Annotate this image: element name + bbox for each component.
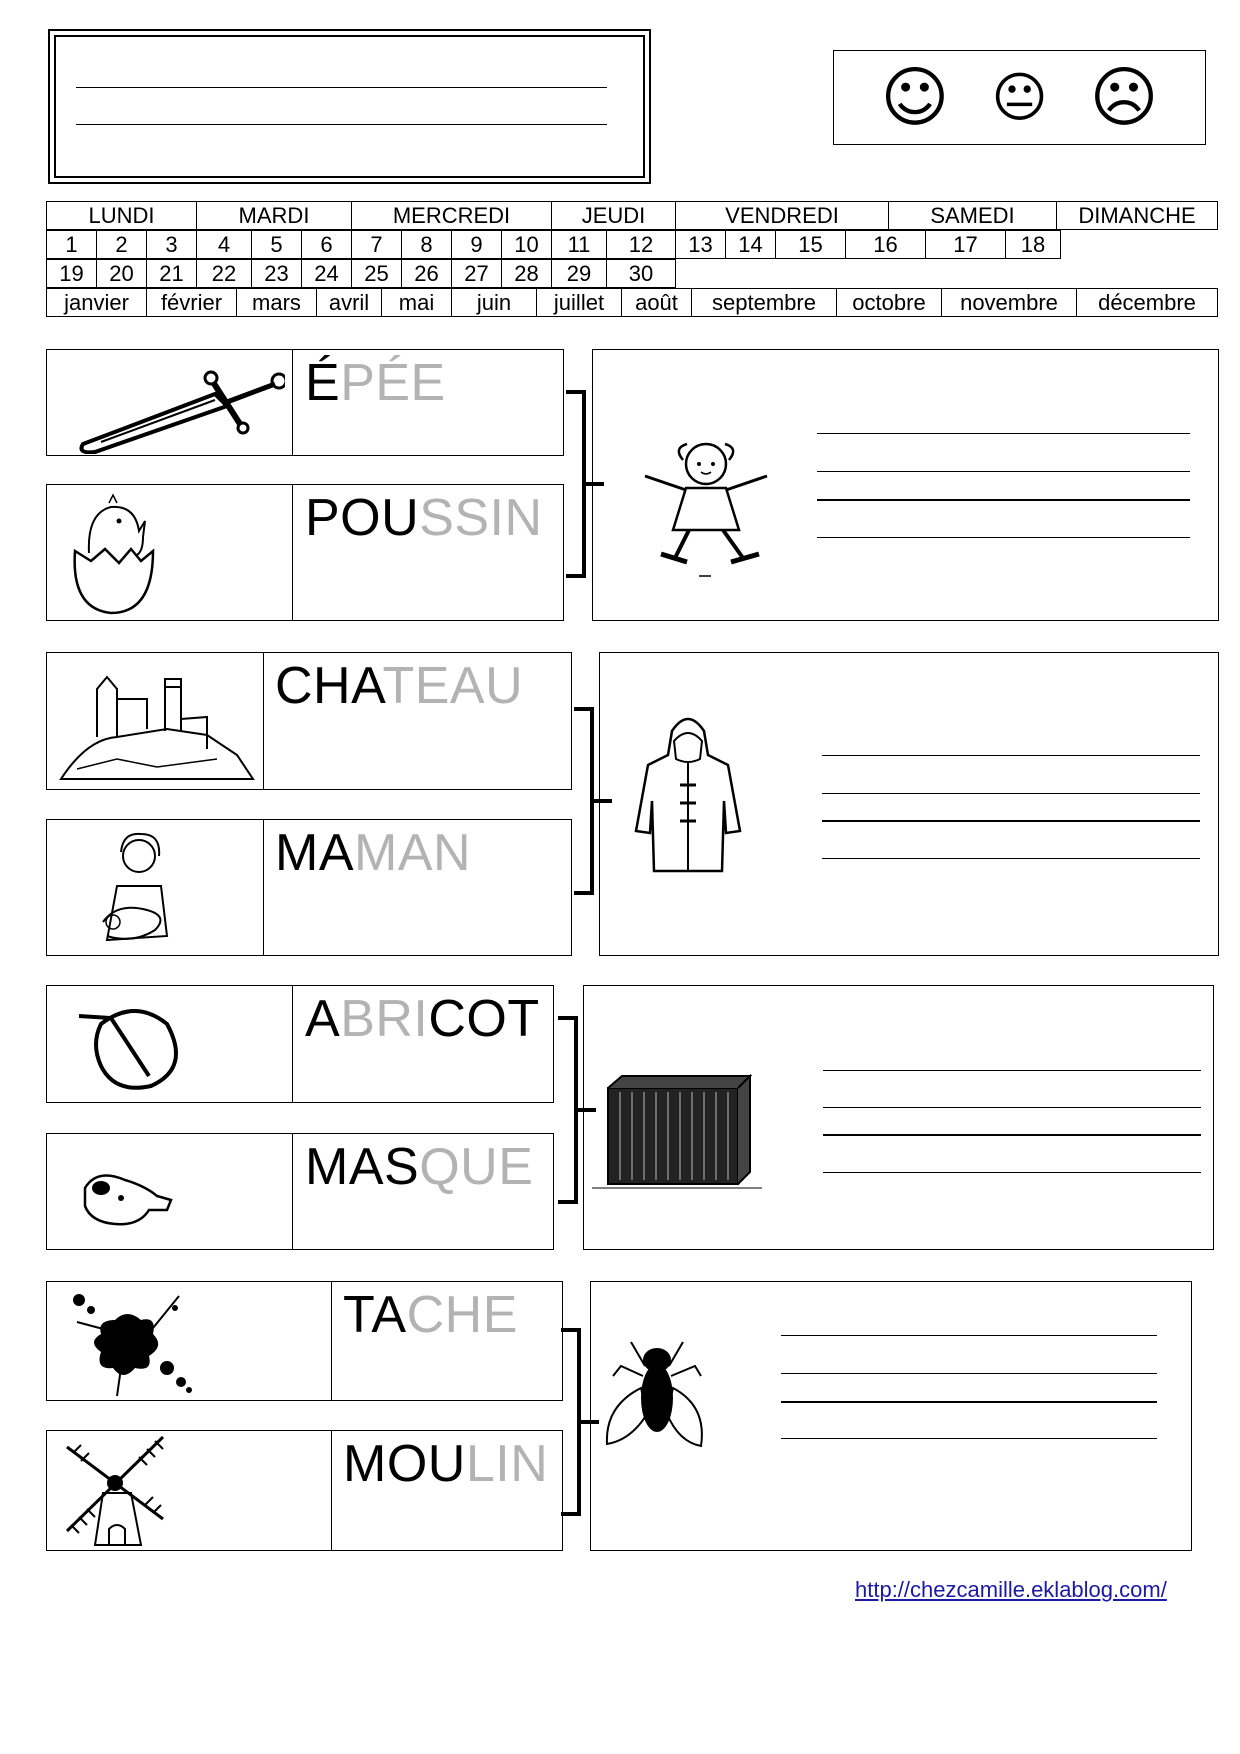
month-march[interactable]: mars xyxy=(236,288,317,317)
ink-stain-icon xyxy=(57,1286,207,1398)
word-maman: MAMAN xyxy=(275,824,472,882)
date-23[interactable]: 23 xyxy=(251,259,302,288)
word-epee: ÉPÉE xyxy=(305,354,446,412)
month-august[interactable]: août xyxy=(621,288,692,317)
numbers-row-2 xyxy=(46,259,1218,288)
word-poussin: POUSSIN xyxy=(305,489,543,547)
word-box-masque xyxy=(46,1133,554,1250)
writing-line[interactable] xyxy=(781,1373,1157,1374)
chick-in-egg-icon xyxy=(61,491,171,616)
word-moulin: MOULIN xyxy=(343,1435,549,1493)
mother-with-baby-icon xyxy=(77,826,227,952)
date-5[interactable]: 5 xyxy=(251,230,302,259)
writing-line[interactable] xyxy=(823,1070,1201,1071)
word-box-tache xyxy=(46,1281,563,1401)
day-friday[interactable]: VENDREDI xyxy=(675,201,889,230)
writing-line[interactable] xyxy=(817,433,1190,434)
write-box-1 xyxy=(592,349,1219,621)
day-monday[interactable]: LUNDI xyxy=(46,201,197,230)
happy-face-icon[interactable]: ☺ xyxy=(880,58,950,136)
month-september[interactable]: septembre xyxy=(691,288,837,317)
writing-line[interactable] xyxy=(822,858,1200,859)
month-february[interactable]: février xyxy=(146,288,237,317)
word-masque: MASQUE xyxy=(305,1138,534,1196)
mask-icon xyxy=(75,1162,175,1232)
date-9[interactable]: 9 xyxy=(451,230,502,259)
write-box-2 xyxy=(599,652,1219,956)
date-6[interactable]: 6 xyxy=(301,230,352,259)
word-tache: TACHE xyxy=(343,1286,518,1344)
write-box-3 xyxy=(583,985,1214,1250)
day-thursday[interactable]: JEUDI xyxy=(551,201,676,230)
date-26[interactable]: 26 xyxy=(401,259,452,288)
coat-icon xyxy=(628,711,748,881)
writing-baseline[interactable] xyxy=(781,1401,1157,1403)
word-box-abricot xyxy=(46,985,554,1103)
date-8[interactable]: 8 xyxy=(401,230,452,259)
writing-line[interactable] xyxy=(781,1335,1157,1336)
month-november[interactable]: novembre xyxy=(941,288,1077,317)
date-18[interactable]: 18 xyxy=(1005,230,1061,259)
date-10[interactable]: 10 xyxy=(501,230,552,259)
name-box xyxy=(48,29,651,184)
word-abricot: ABRICOT xyxy=(305,990,540,1048)
date-13[interactable]: 13 xyxy=(675,230,726,259)
writing-baseline[interactable] xyxy=(822,820,1200,822)
writing-line[interactable] xyxy=(823,1172,1201,1173)
date-22[interactable]: 22 xyxy=(196,259,252,288)
date-17[interactable]: 17 xyxy=(925,230,1006,259)
date-12[interactable]: 12 xyxy=(606,230,676,259)
neutral-face-icon[interactable]: 😐 xyxy=(991,65,1048,129)
date-19[interactable]: 19 xyxy=(46,259,97,288)
sword-icon xyxy=(65,354,285,454)
radiator-icon xyxy=(592,1074,762,1194)
weekday-row xyxy=(46,201,1218,230)
date-3[interactable]: 3 xyxy=(146,230,197,259)
footer-link[interactable]: http://chezcamille.eklablog.com/ xyxy=(855,1577,1167,1602)
apricot-icon xyxy=(71,994,191,1094)
date-20[interactable]: 20 xyxy=(96,259,147,288)
day-wednesday[interactable]: MERCREDI xyxy=(351,201,552,230)
month-may[interactable]: mai xyxy=(381,288,452,317)
date-2[interactable]: 2 xyxy=(96,230,147,259)
date-28[interactable]: 28 xyxy=(501,259,552,288)
date-24[interactable]: 24 xyxy=(301,259,352,288)
castle-icon xyxy=(57,659,257,787)
date-21[interactable]: 21 xyxy=(146,259,197,288)
date-1[interactable]: 1 xyxy=(46,230,97,259)
month-july[interactable]: juillet xyxy=(536,288,622,317)
writing-line[interactable] xyxy=(822,755,1200,756)
date-4[interactable]: 4 xyxy=(196,230,252,259)
day-saturday[interactable]: SAMEDI xyxy=(888,201,1057,230)
writing-line[interactable] xyxy=(822,793,1200,794)
name-box-inner xyxy=(54,35,645,178)
date-11[interactable]: 11 xyxy=(551,230,607,259)
date-calendar xyxy=(46,201,1218,317)
writing-baseline[interactable] xyxy=(817,499,1190,501)
word-box-maman xyxy=(46,819,572,956)
date-16[interactable]: 16 xyxy=(845,230,926,259)
date-25[interactable]: 25 xyxy=(351,259,402,288)
date-27[interactable]: 27 xyxy=(451,259,502,288)
month-october[interactable]: octobre xyxy=(836,288,942,317)
windmill-icon xyxy=(59,1433,179,1549)
month-april[interactable]: avril xyxy=(316,288,382,317)
date-29[interactable]: 29 xyxy=(551,259,607,288)
day-tuesday[interactable]: MARDI xyxy=(196,201,352,230)
writing-line[interactable] xyxy=(817,471,1190,472)
numbers-row-1 xyxy=(46,230,1218,259)
word-box-moulin xyxy=(46,1430,563,1551)
writing-line[interactable] xyxy=(823,1107,1201,1108)
month-june[interactable]: juin xyxy=(451,288,537,317)
word-box-epee xyxy=(46,349,564,456)
word-box-chateau xyxy=(46,652,572,790)
date-30[interactable]: 30 xyxy=(606,259,676,288)
date-7[interactable]: 7 xyxy=(351,230,402,259)
word-box-poussin xyxy=(46,484,564,621)
self-assessment-box xyxy=(833,50,1206,145)
writing-baseline[interactable] xyxy=(823,1134,1201,1136)
name-line[interactable] xyxy=(76,87,607,88)
month-december[interactable]: décembre xyxy=(1076,288,1218,317)
month-january[interactable]: janvier xyxy=(46,288,147,317)
date-14[interactable]: 14 xyxy=(725,230,776,259)
date-line[interactable] xyxy=(76,124,607,125)
day-sunday[interactable]: DIMANCHE xyxy=(1056,201,1218,230)
word-chateau: CHATEAU xyxy=(275,657,524,715)
write-box-4 xyxy=(590,1281,1192,1551)
months-row xyxy=(46,288,1218,317)
sad-face-icon[interactable]: ☹ xyxy=(1089,58,1159,136)
writing-line[interactable] xyxy=(781,1438,1157,1439)
fly-icon xyxy=(601,1336,711,1456)
writing-line[interactable] xyxy=(817,537,1190,538)
date-15[interactable]: 15 xyxy=(775,230,846,259)
doll-icon xyxy=(631,430,781,580)
